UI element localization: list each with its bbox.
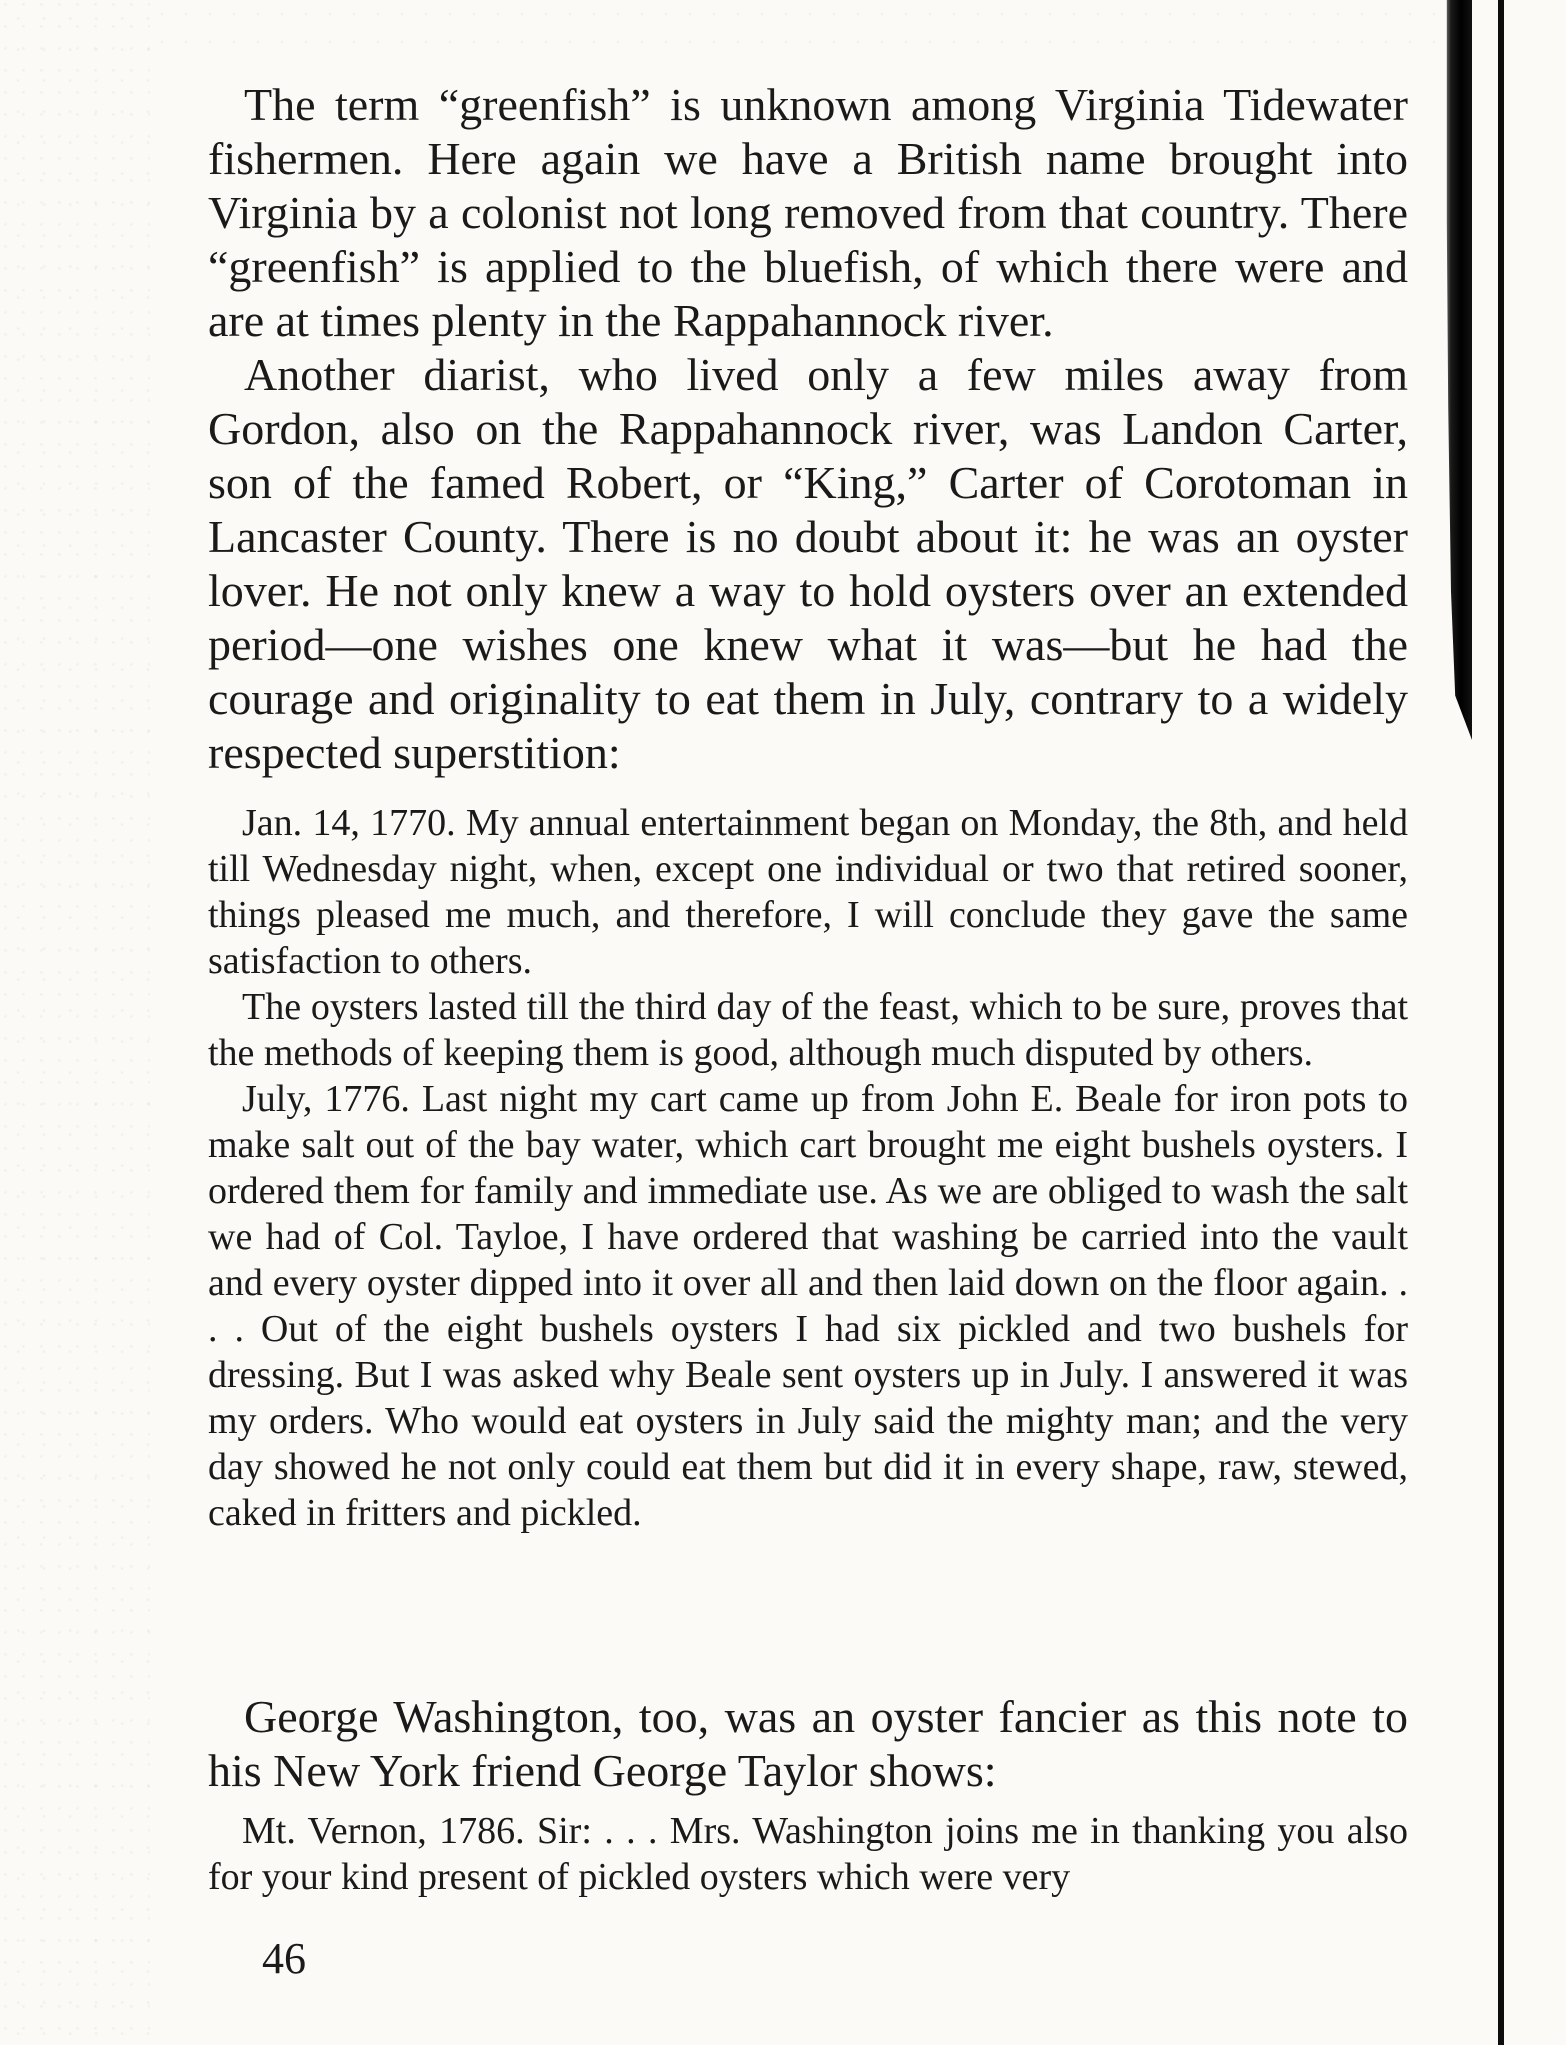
- quote-july-1776: July, 1776. Last night my cart came up from John E. Beale for iron pots to make salt out of the bay water, which cart brought me eight bushels oysters. I ordered them for family and immediate use. As we are obliged to wash the salt we had of Col. Tayloe, I have ordered that washing be carried into the vault and every oyster dipped into it over all and then laid down on the floor again. . . . Out of the eight bushels oysters I had six pickled and two bushels for dressing. But I was asked why Beale sent oysters up in July. I answered it was my orders. Who would eat oysters in July said the mighty man; and the very day showed he not only could eat them but did it in every shape, raw, stewed, caked in fritters and pickled.: [208, 1078, 1408, 1534]
- carter-diary-excerpt: [208, 800, 1408, 1536]
- quote-oysters-lasted: The oysters lasted till the third day of the feast, which to be sure, proves that the methods of keeping them is good, although much disputed by others.: [208, 986, 1408, 1074]
- book-spine-shadow: [1444, 0, 1472, 740]
- washington-letter-excerpt: [208, 1808, 1408, 1900]
- page-number: 46: [262, 1934, 306, 1983]
- paragraph-greenfish: The term “greenfish” is unknown among Virginia Tidewater fishermen. Here again we have a British name brought into Virginia by a colonist not long removed from that country. There “greenfish” is applied to the bluefish, of which there were and are at times plenty in the Rappahannock river.: [208, 79, 1408, 346]
- quote-mt-vernon-1786: Mt. Vernon, 1786. Sir: . . . Mrs. Washington joins me in thanking you also for your kind present of pickled oysters which were very: [208, 1810, 1408, 1898]
- paragraph-landon-carter: Another diarist, who lived only a few miles away from Gordon, also on the Rappahannock river, was Landon Carter, son of the famed Robert, or “King,” Carter of Corotoman in Lancaster County. There is no doubt about it: he was an oyster lover. He not only knew a way to hold oysters over an extended period—one wishes one knew what it was—but he had the courage and originality to eat them in July, contrary to a widely respected superstition:: [208, 349, 1408, 778]
- paragraph-washington-intro: George Washington, too, was an oyster fancier as this note to his New York friend George Taylor shows:: [208, 1691, 1408, 1796]
- washington-intro-block: [208, 1690, 1408, 1798]
- quote-jan-1770: Jan. 14, 1770. My annual entertainment began on Monday, the 8th, and held till Wednesday night, when, except one individual or two that retired sooner, things pleased me much, and therefore, I will conclude they gave the same satisfaction to others.: [208, 802, 1408, 982]
- opening-text: [208, 78, 1408, 780]
- page-speckle-top: [150, 0, 1450, 60]
- book-spine-edge: [1498, 0, 1504, 2045]
- page-speckle-left: [0, 0, 150, 2045]
